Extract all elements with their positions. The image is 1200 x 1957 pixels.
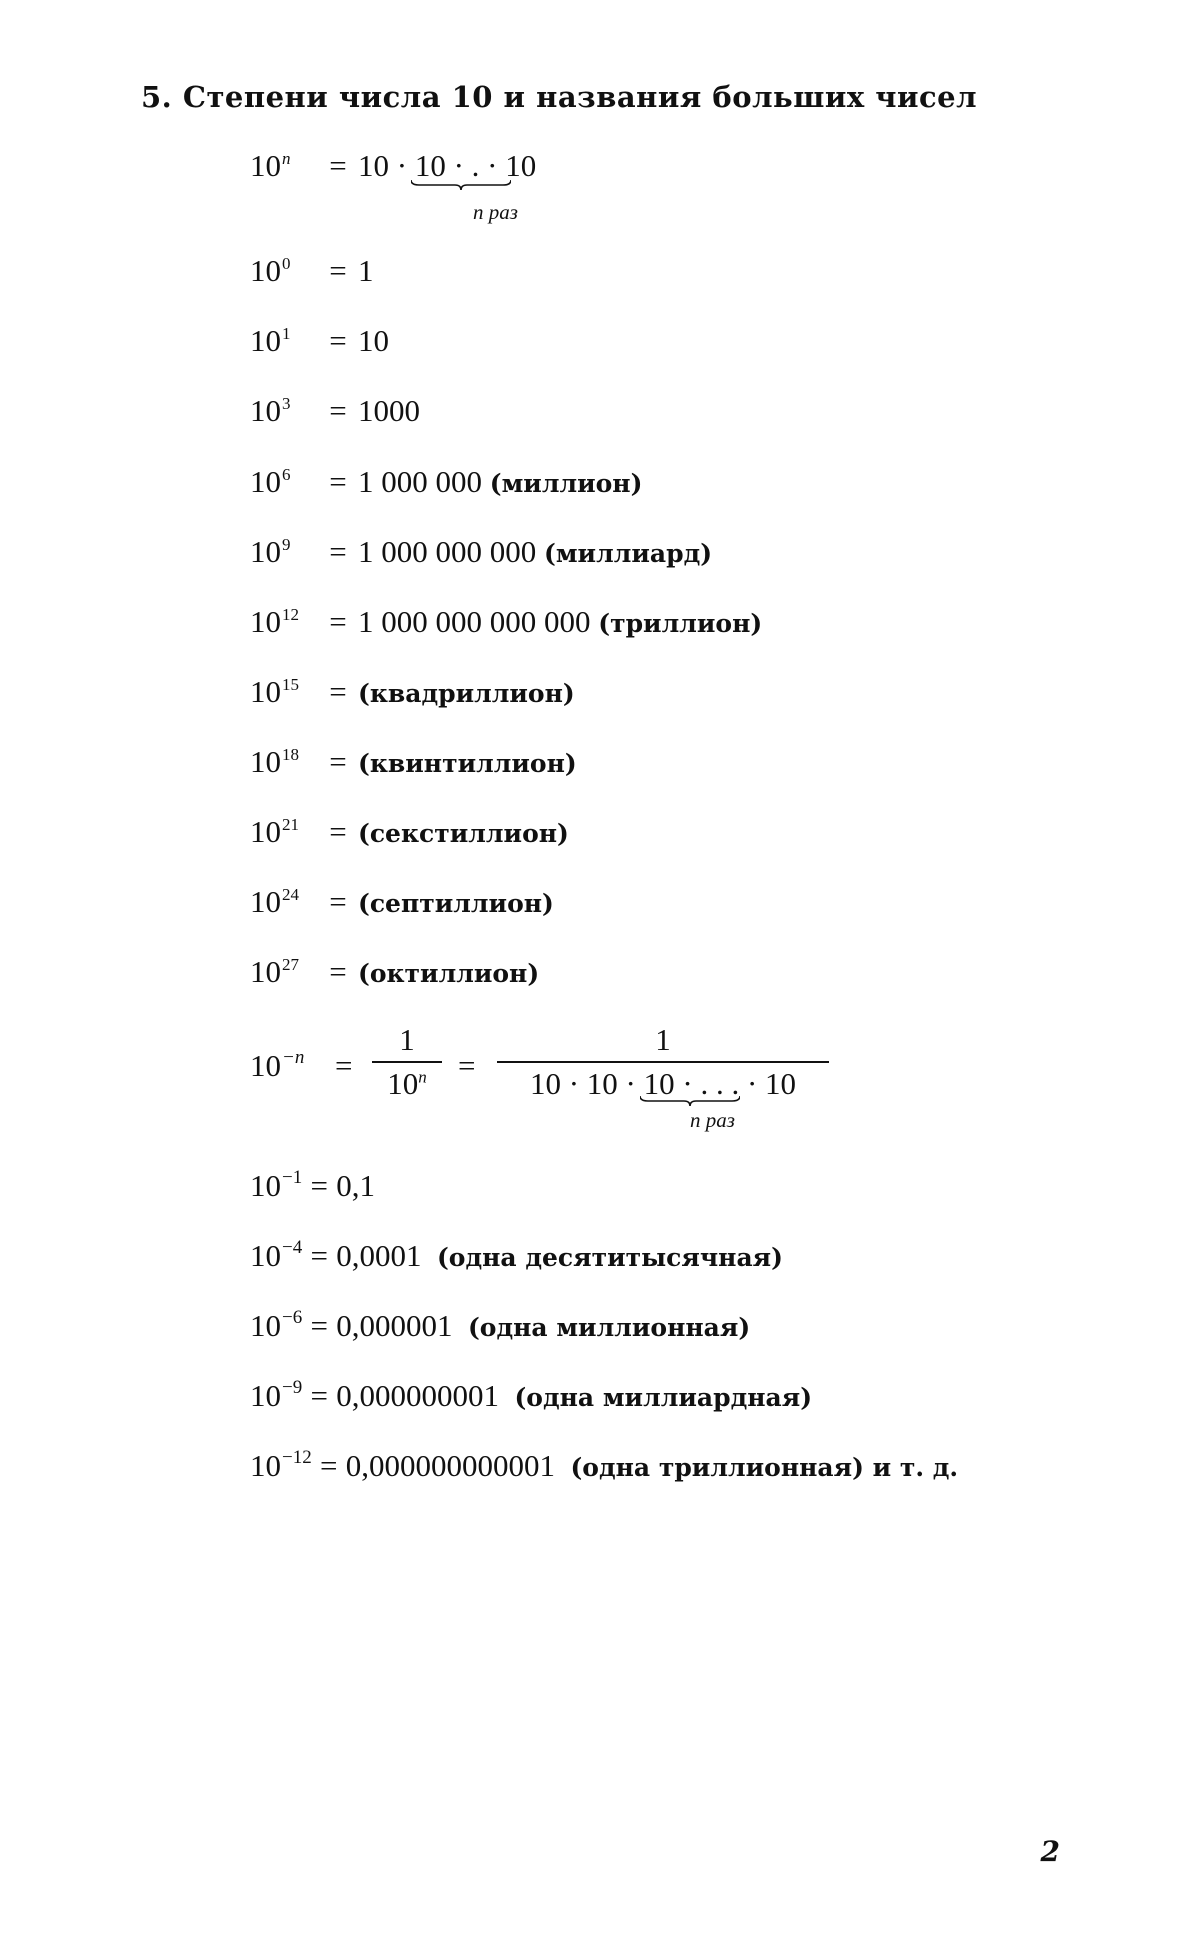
power-row xyxy=(250,255,374,286)
definition-equals: = xyxy=(329,148,347,183)
power-value: 1 xyxy=(358,253,374,288)
power-lhs: $10^0$ xyxy=(250,253,291,288)
negative-power-row xyxy=(250,1378,812,1411)
negative-power-equals: = xyxy=(310,1308,328,1343)
negative-power-row xyxy=(250,1448,958,1481)
power-row xyxy=(250,325,389,356)
negative-power-lhs: $10^{-9}$ xyxy=(250,1377,303,1413)
page-title: 5. Степени числа 10 и названия больших чисел xyxy=(141,80,978,114)
negative-power-value: 0,0001 xyxy=(336,1238,422,1273)
negative-power-rhs xyxy=(336,1240,783,1271)
negative-power-name: (одна десятитысячная) xyxy=(436,1243,783,1272)
power-rhs xyxy=(358,536,712,567)
negative-power-row xyxy=(250,1238,783,1271)
equals-sign-2: = xyxy=(458,1048,476,1083)
power-name: (квадриллион) xyxy=(358,679,575,708)
negative-power-name: (одна триллионная) и т. д. xyxy=(570,1453,959,1482)
power-lhs: $10^6$ xyxy=(250,464,291,499)
negative-power-name: (одна миллионная) xyxy=(467,1313,751,1342)
negative-power-value: 0,1 xyxy=(336,1168,375,1203)
power-name: (миллиард) xyxy=(544,539,713,568)
power-lhs: $10^{21}$ xyxy=(250,814,299,849)
power-name: (миллион) xyxy=(489,469,643,498)
power-row xyxy=(250,466,642,497)
power-name: (септиллион) xyxy=(358,889,554,918)
power-equals: = xyxy=(329,674,347,709)
negative-definition-lhs: $10^{-n}$ xyxy=(250,1047,305,1083)
power-lhs: $10^{27}$ xyxy=(250,954,299,989)
power-row xyxy=(250,395,420,426)
product-brace-group: 10 · . . . · 10 xyxy=(644,1066,796,1102)
definition-row xyxy=(250,150,536,181)
power-rhs xyxy=(358,816,569,847)
power-value: 1 000 000 000 000 xyxy=(358,604,591,639)
power-equals: = xyxy=(329,884,347,919)
negative-power-equals: = xyxy=(310,1378,328,1413)
power-rhs xyxy=(358,676,575,707)
power-row xyxy=(250,956,539,987)
negative-power-rhs xyxy=(336,1380,812,1411)
power-equals: = xyxy=(329,323,347,358)
definition-brace-caption: n раз xyxy=(473,200,518,224)
negative-power-lhs: $10^{-1}$ xyxy=(250,1167,303,1203)
fraction-one-over-product: 1 10 · 10 · 10 · . . . · 10 xyxy=(497,1022,829,1102)
power-equals: = xyxy=(329,954,347,989)
power-equals: = xyxy=(329,393,347,428)
negative-power-rhs xyxy=(336,1170,375,1201)
negative-power-row xyxy=(250,1308,750,1341)
power-row xyxy=(250,816,569,847)
power-rhs xyxy=(358,886,554,917)
power-lhs: $10^{12}$ xyxy=(250,604,299,639)
negative-definition-row xyxy=(250,1048,304,1081)
power-lhs: $10^9$ xyxy=(250,534,291,569)
power-equals: = xyxy=(329,604,347,639)
negative-power-lhs: $10^{-12}$ xyxy=(250,1447,312,1483)
negative-power-name: (одна миллиардная) xyxy=(514,1383,813,1412)
power-name: (триллион) xyxy=(598,609,763,638)
negative-power-lhs: $10^{-6}$ xyxy=(250,1307,303,1343)
negative-power-equals: = xyxy=(310,1238,328,1273)
negative-power-rhs xyxy=(346,1450,958,1481)
power-rhs xyxy=(358,956,539,987)
power-value: 1000 xyxy=(358,393,420,428)
power-equals: = xyxy=(329,253,347,288)
power-lhs: $10^{18}$ xyxy=(250,744,299,779)
definition-lhs: 10$^n$ xyxy=(250,148,291,183)
power-name: (октиллион) xyxy=(358,959,540,988)
power-equals: = xyxy=(329,464,347,499)
power-equals: = xyxy=(329,534,347,569)
negative-power-value: 0,000000001 xyxy=(336,1378,499,1413)
negative-power-equals: = xyxy=(319,1448,338,1483)
power-row xyxy=(250,606,762,637)
power-rhs xyxy=(358,325,389,356)
underbrace-icon xyxy=(640,1096,740,1106)
negative-power-row xyxy=(250,1168,375,1201)
power-rhs xyxy=(358,395,420,426)
power-rhs xyxy=(358,606,762,637)
negative-power-rhs xyxy=(336,1310,750,1341)
product-brace-caption: n раз xyxy=(690,1108,735,1132)
definition-brace-group: 10 · . · 10 xyxy=(415,150,536,181)
power-value: 1 000 000 xyxy=(358,464,482,499)
power-row xyxy=(250,746,577,777)
power-rhs xyxy=(358,746,577,777)
definition-rhs: 10 · 10 · . · 10 xyxy=(358,150,536,181)
negative-power-value: 0,000000000001 xyxy=(345,1448,555,1483)
page-number: 2 xyxy=(1040,1835,1060,1868)
power-name: (квинтиллион) xyxy=(358,749,577,778)
power-rhs xyxy=(358,466,642,497)
power-row xyxy=(250,536,712,567)
negative-power-lhs: $10^{-4}$ xyxy=(250,1237,303,1273)
power-value: 10 xyxy=(358,323,389,358)
power-name: (секстиллион) xyxy=(358,819,569,848)
equals-sign: = xyxy=(335,1048,353,1083)
power-row xyxy=(250,886,554,917)
negative-power-equals: = xyxy=(310,1168,328,1203)
fraction-one-over-ten-n: 1 10$^n$ xyxy=(372,1022,442,1102)
power-lhs: $10^3$ xyxy=(250,393,291,428)
power-lhs: $10^1$ xyxy=(250,323,291,358)
power-equals: = xyxy=(329,744,347,779)
power-lhs: $10^{24}$ xyxy=(250,884,299,919)
underbrace-icon xyxy=(411,180,511,190)
power-lhs: $10^{15}$ xyxy=(250,674,299,709)
power-equals: = xyxy=(329,814,347,849)
power-rhs xyxy=(358,255,374,286)
power-row xyxy=(250,676,575,707)
negative-power-value: 0,000001 xyxy=(336,1308,453,1343)
power-value: 1 000 000 000 xyxy=(358,534,537,569)
